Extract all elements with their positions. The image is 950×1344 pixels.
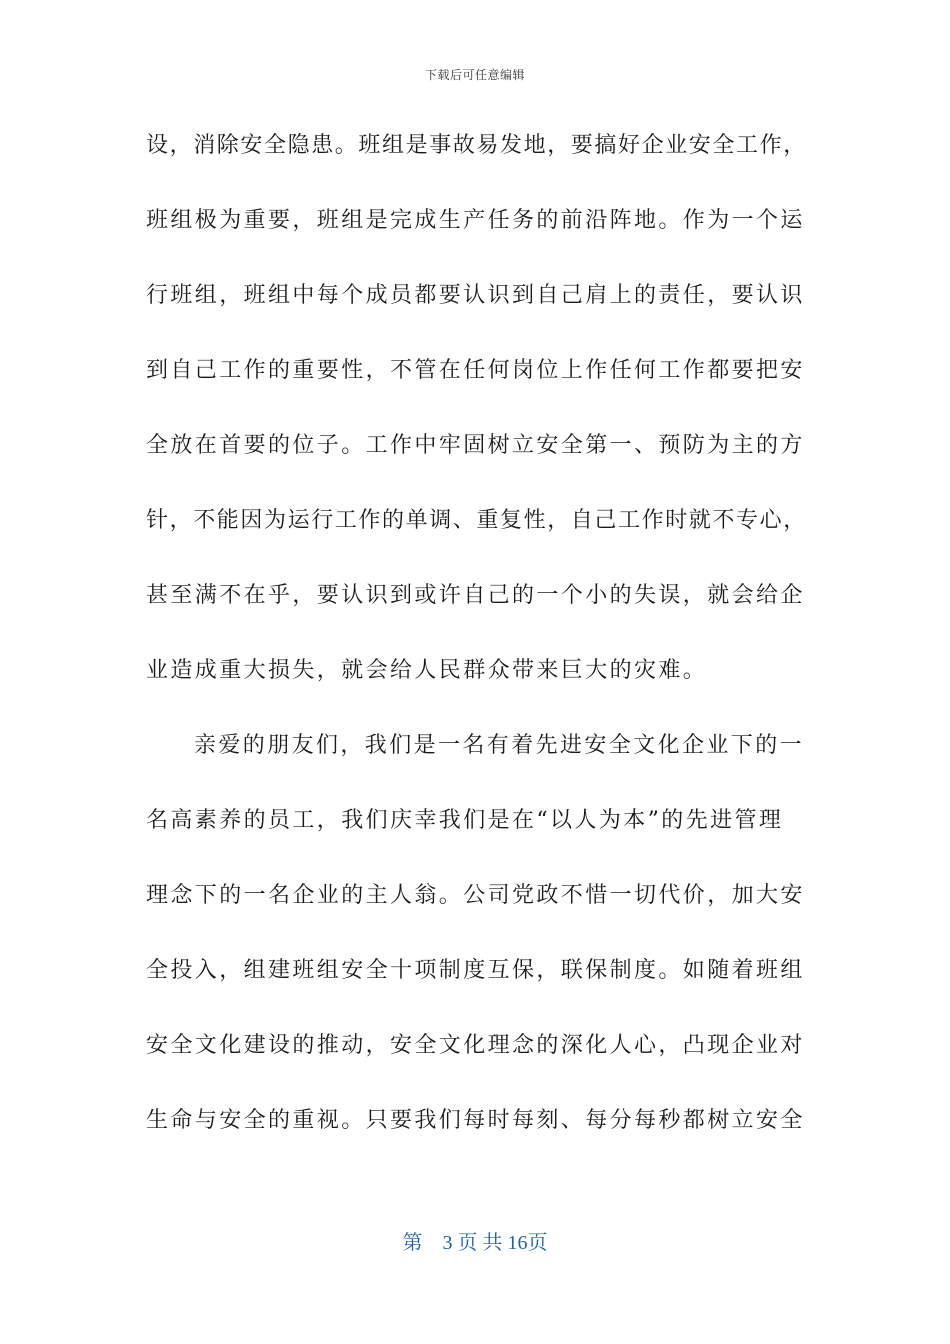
text-line: 全投入，组建班组安全十项制度互保，联保制度。如随着班组 (146, 958, 805, 983)
text-line: 设，消除安全隐患。班组是事故易发地，要搞好企业安全工作， (146, 133, 807, 158)
text-line: 理念下的一名企业的主人翁。公司党政不惜一切代价，加大安 (146, 883, 805, 908)
text-line: 名高素养的员工，我们庆幸我们是在“以人为本”的先进管理 (146, 808, 784, 833)
header-note: 下载后可任意编辑 (424, 68, 525, 82)
text-line: 生命与安全的重视。只要我们每时每刻、每分每秒都树立安全 (146, 1108, 805, 1133)
text-line: 行班组，班组中每个成员都要认识到自己肩上的责任，要认识 (146, 283, 805, 308)
text-line: 甚至满不在乎，要认识到或许自己的一个小的失误，就会给企 (146, 583, 805, 608)
document-body (146, 124, 816, 1174)
text-line: 亲爱的朋友们，我们是一名有着先进安全文化企业下的一 (194, 733, 805, 758)
text-line: 针，不能因为运行工作的单调、重复性，自己工作时就不专心， (146, 508, 807, 533)
page-number: 第 3 页 共 16页 (402, 1232, 548, 1254)
text-line: 到自己工作的重要性，不管在任何岗位上作任何工作都要把安 (146, 358, 805, 383)
text-line: 全放在首要的位子。工作中牢固树立安全第一、预防为主的方 (146, 433, 805, 458)
text-line: 业造成重大损失，就会给人民群众带来巨大的灾难。 (146, 658, 708, 683)
text-line: 安全文化建设的推动，安全文化理念的深化人心，凸现企业对 (146, 1033, 805, 1058)
text-line: 班组极为重要，班组是完成生产任务的前沿阵地。作为一个运 (146, 208, 805, 233)
